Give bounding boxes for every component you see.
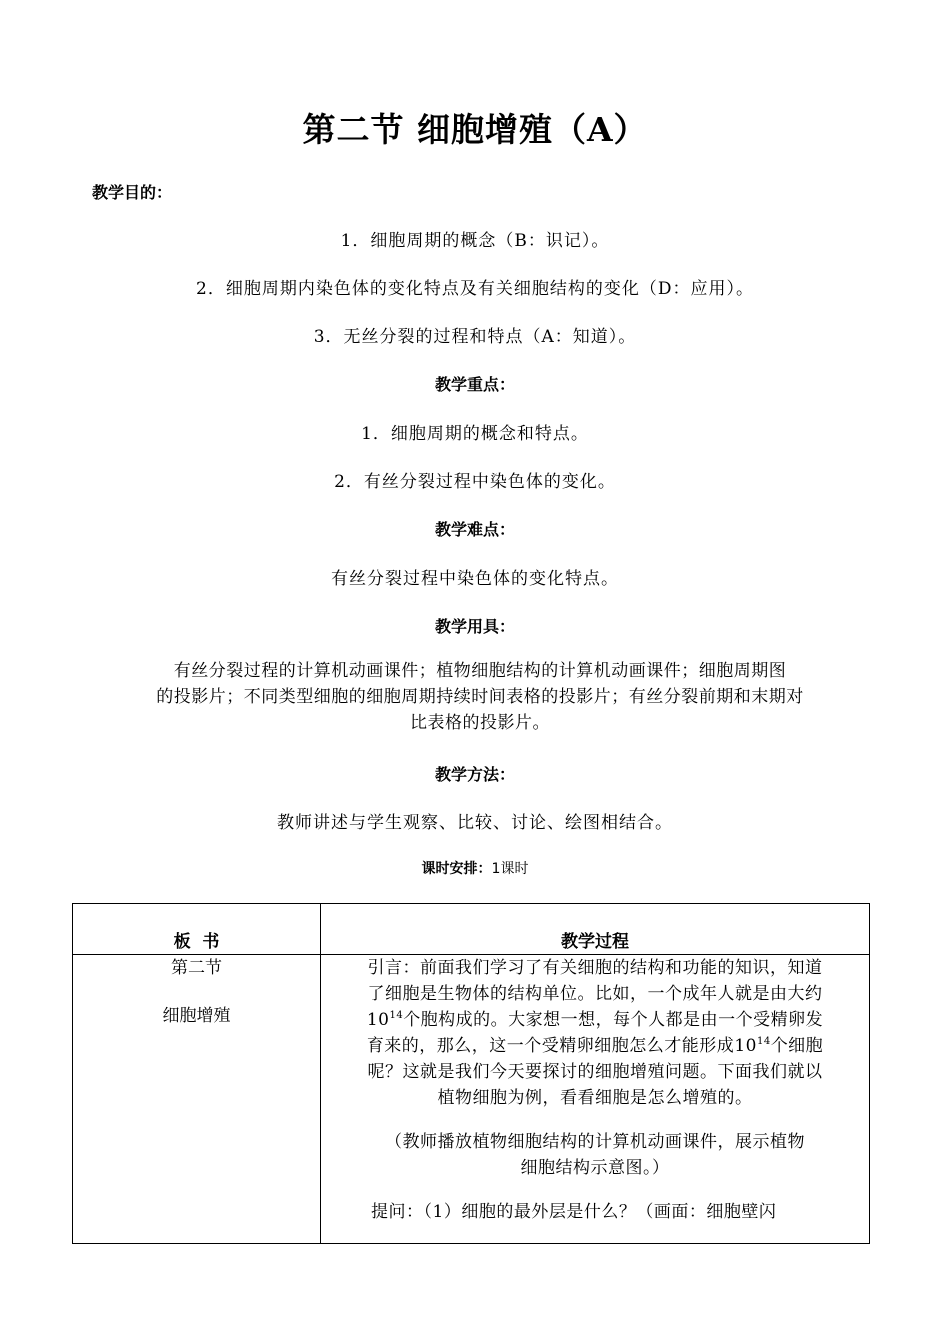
tools-line: 的投影片；不同类型细胞的细胞周期持续时间表格的投影片；有丝分裂前期和末期对 — [156, 687, 804, 707]
exponent: 14 — [756, 1036, 771, 1047]
board-line: 细胞增殖 — [162, 1006, 231, 1026]
board-line: 第二节 — [171, 958, 222, 978]
intro-text: 个细胞 — [770, 1036, 824, 1056]
board-column-header — [73, 904, 321, 955]
schedule-label: 课时安排： — [421, 861, 492, 877]
board-cell — [73, 955, 321, 1244]
key-point-item: 2．有丝分裂过程中染色体的变化。 — [334, 472, 616, 492]
key-points-heading: 教学重点： — [434, 375, 515, 394]
intro-text: 育来的，那么，这一个受精卵细胞怎么才能形成 — [366, 1036, 735, 1056]
intro-line: 了细胞是生物体的结构单位。比如，一个成年人就是由大约 — [367, 984, 823, 1004]
intro-line — [329, 1007, 861, 1033]
intro-text: 个胞构成的。大家想一想，每个人都是由一个受精卵发 — [403, 1010, 824, 1030]
note-line: 细胞结构示意图。） — [520, 1158, 670, 1178]
process-cell — [321, 955, 870, 1244]
objective-item: 1．细胞周期的概念（B：识记）。 — [340, 231, 610, 251]
tools-paragraph — [100, 658, 860, 736]
intro-line: 引言：前面我们学习了有关细胞的结构和功能的知识，知道 — [367, 958, 823, 978]
schedule-value: 1课时 — [491, 861, 529, 877]
objective-item: 2．细胞周期内染色体的变化特点及有关细胞结构的变化（D：应用）。 — [196, 279, 754, 299]
intro-line — [329, 1033, 861, 1059]
exponent: 14 — [389, 1010, 404, 1021]
exponent-base: 10 — [366, 1010, 390, 1030]
difficulties-text: 有丝分裂过程中染色体的变化特点。 — [331, 569, 619, 589]
intro-line: 呢？这就是我们今天要探讨的细胞增殖问题。下面我们就以 — [367, 1062, 823, 1082]
process-header-text: 教学过程 — [561, 932, 629, 952]
schedule-line — [0, 858, 950, 878]
question-line: 提问：（1）细胞的最外层是什么？（画面：细胞壁闪 — [371, 1202, 777, 1222]
board-header-text: 板 书 — [173, 932, 220, 952]
table-row — [73, 955, 870, 1244]
tools-line: 比表格的投影片。 — [410, 713, 550, 733]
process-column-header — [321, 904, 870, 955]
key-point-item: 1．细胞周期的概念和特点。 — [361, 424, 589, 444]
page-title: 第二节 细胞增殖（A） — [302, 110, 648, 149]
exponent-base: 10 — [734, 1036, 757, 1056]
difficulties-heading: 教学难点： — [434, 520, 515, 539]
objective-item: 3．无丝分裂的过程和特点（A：知道）。 — [313, 327, 637, 347]
lesson-table — [72, 903, 870, 1244]
intro-line: 植物细胞为例，看看细胞是怎么增殖的。 — [437, 1088, 753, 1108]
tools-heading: 教学用具： — [434, 617, 515, 636]
methods-text: 教师讲述与学生观察、比较、讨论、绘图相结合。 — [277, 813, 673, 833]
methods-heading: 教学方法： — [434, 765, 515, 784]
table-header-row — [73, 904, 870, 955]
objectives-heading: 教学目的： — [92, 183, 173, 202]
note-line: （教师播放植物细胞结构的计算机动画课件，展示植物 — [385, 1132, 805, 1152]
tools-line: 有丝分裂过程的计算机动画课件；植物细胞结构的计算机动画课件；细胞周期图 — [173, 661, 787, 681]
